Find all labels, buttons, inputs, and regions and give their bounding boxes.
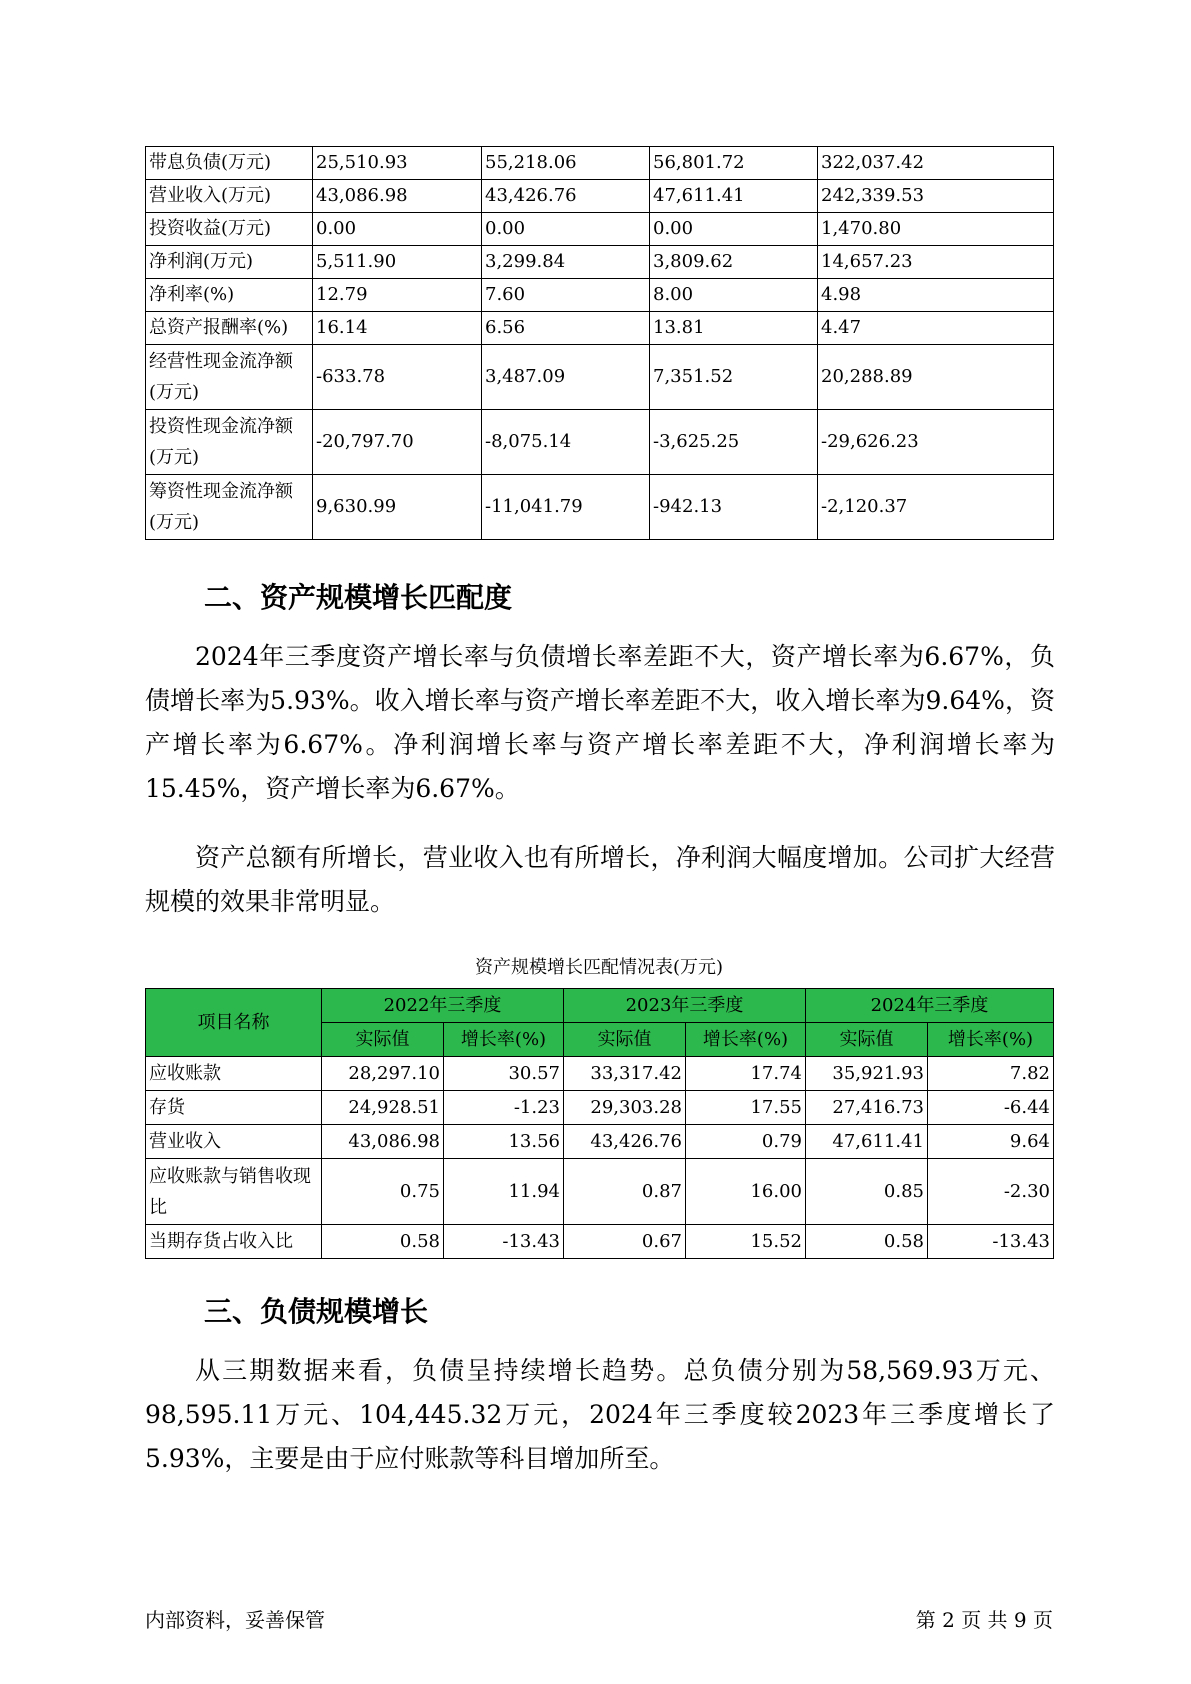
cell-value: 5,511.90 <box>313 246 482 279</box>
cell-value: 20,288.89 <box>818 345 1054 410</box>
cell-value: 15.52 <box>686 1225 806 1259</box>
table-row <box>146 1091 1054 1125</box>
cell-value: 56,801.72 <box>650 147 818 180</box>
table-row <box>146 1159 1054 1225</box>
cell-value: 0.00 <box>482 213 650 246</box>
section-heading: 二、资产规模增长匹配度 <box>204 581 513 614</box>
cell-value: 9,630.99 <box>313 475 482 540</box>
cell-value: 7.60 <box>482 279 650 312</box>
cell-value: 0.75 <box>322 1159 444 1225</box>
cell-value: 55,218.06 <box>482 147 650 180</box>
table-row <box>146 1125 1054 1159</box>
table-caption: 资产规模增长匹配情况表(万元) <box>474 957 724 978</box>
row-label: 净利润(万元) <box>146 246 313 279</box>
table-header-row <box>146 989 1054 1023</box>
cell-value: 7.82 <box>928 1057 1054 1091</box>
cell-value: 3,299.84 <box>482 246 650 279</box>
row-label: 投资收益(万元) <box>146 213 313 246</box>
cell-value: -2.30 <box>928 1159 1054 1225</box>
cell-value: 0.00 <box>313 213 482 246</box>
table-row <box>146 410 1054 475</box>
cell-value: 3,487.09 <box>482 345 650 410</box>
cell-value: 242,339.53 <box>818 180 1054 213</box>
cell-value: 3,809.62 <box>650 246 818 279</box>
table-row <box>146 180 1054 213</box>
cell-value: 0.00 <box>650 213 818 246</box>
cell-value: 24,928.51 <box>322 1091 444 1125</box>
cell-value: 43,086.98 <box>313 180 482 213</box>
cell-value: 17.55 <box>686 1091 806 1125</box>
cell-value: 30.57 <box>444 1057 564 1091</box>
cell-value: 43,086.98 <box>322 1125 444 1159</box>
table-row <box>146 345 1054 410</box>
table-row <box>146 1225 1054 1259</box>
row-label: 经营性现金流净额(万元) <box>146 345 313 410</box>
cell-value: 0.79 <box>686 1125 806 1159</box>
table-row <box>146 1057 1054 1091</box>
cell-value: 27,416.73 <box>806 1091 928 1125</box>
header-period: 2022年三季度 <box>322 989 564 1023</box>
paragraph: 从三期数据来看，负债呈持续增长趋势。总负债分别为58,569.93万元、98,595.11万元、104,445.32万元，2024年三季度较2023年三季度增长了5.93%，主要是由于应付账款等科目增加所至。 <box>145 1356 1055 1473</box>
cell-value: 35,921.93 <box>806 1057 928 1091</box>
header-actual: 实际值 <box>564 1023 686 1057</box>
cell-value: 0.58 <box>806 1225 928 1259</box>
cell-value: -2,120.37 <box>818 475 1054 540</box>
row-label: 总资产报酬率(%) <box>146 312 313 345</box>
cell-value: -8,075.14 <box>482 410 650 475</box>
cell-value: 8.00 <box>650 279 818 312</box>
table-row <box>146 246 1054 279</box>
cell-value: -6.44 <box>928 1091 1054 1125</box>
header-item-name: 项目名称 <box>146 989 322 1057</box>
cell-value: 29,303.28 <box>564 1091 686 1125</box>
row-label: 筹资性现金流净额(万元) <box>146 475 313 540</box>
cell-value: -633.78 <box>313 345 482 410</box>
cell-value: 0.85 <box>806 1159 928 1225</box>
cell-value: 43,426.76 <box>482 180 650 213</box>
section-heading: 三、负债规模增长 <box>204 1295 429 1328</box>
cell-value: 13.56 <box>444 1125 564 1159</box>
row-label: 当期存货占收入比 <box>146 1225 322 1259</box>
cell-value: -942.13 <box>650 475 818 540</box>
header-growth: 增长率(%) <box>444 1023 564 1057</box>
cell-value: -3,625.25 <box>650 410 818 475</box>
cell-value: 0.87 <box>564 1159 686 1225</box>
header-growth: 增长率(%) <box>928 1023 1054 1057</box>
cell-value: -11,041.79 <box>482 475 650 540</box>
header-actual: 实际值 <box>322 1023 444 1057</box>
cell-value: 47,611.41 <box>806 1125 928 1159</box>
cell-value: 0.67 <box>564 1225 686 1259</box>
table-row <box>146 475 1054 540</box>
table-row <box>146 147 1054 180</box>
cell-value: 16.14 <box>313 312 482 345</box>
cell-value: 11.94 <box>444 1159 564 1225</box>
paragraph: 资产总额有所增长，营业收入也有所增长，净利润大幅度增加。公司扩大经营规模的效果非常明显。 <box>145 843 1055 916</box>
table-row <box>146 279 1054 312</box>
cell-value: 43,426.76 <box>564 1125 686 1159</box>
cell-value: 13.81 <box>650 312 818 345</box>
cell-value: 47,611.41 <box>650 180 818 213</box>
asset-growth-table <box>145 988 1054 1259</box>
cell-value: 25,510.93 <box>313 147 482 180</box>
cell-value: -13.43 <box>928 1225 1054 1259</box>
row-label: 净利率(%) <box>146 279 313 312</box>
row-label: 带息负债(万元) <box>146 147 313 180</box>
cell-value: -29,626.23 <box>818 410 1054 475</box>
header-actual: 实际值 <box>806 1023 928 1057</box>
cell-value: 16.00 <box>686 1159 806 1225</box>
financial-summary-table <box>145 146 1054 540</box>
cell-value: 6.56 <box>482 312 650 345</box>
header-period: 2024年三季度 <box>806 989 1054 1023</box>
row-label: 营业收入(万元) <box>146 180 313 213</box>
cell-value: 17.74 <box>686 1057 806 1091</box>
table-row <box>146 213 1054 246</box>
footer-page-number: 第 2 页 共 9 页 <box>915 1608 1053 1632</box>
header-period: 2023年三季度 <box>564 989 806 1023</box>
cell-value: -1.23 <box>444 1091 564 1125</box>
row-label: 应收账款与销售收现比 <box>146 1159 322 1225</box>
cell-value: 0.58 <box>322 1225 444 1259</box>
cell-value: -20,797.70 <box>313 410 482 475</box>
cell-value: 28,297.10 <box>322 1057 444 1091</box>
cell-value: 4.47 <box>818 312 1054 345</box>
paragraph: 2024年三季度资产增长率与负债增长率差距不大，资产增长率为6.67%，负债增长率为5.93%。收入增长率与资产增长率差距不大，收入增长率为9.64%，资产增长率为6.67%。净利润增长率与资产增长率差距不大，净利润增长率为15.45%，资产增长率为6.67%。 <box>145 642 1055 803</box>
table-row <box>146 312 1054 345</box>
cell-value: 7,351.52 <box>650 345 818 410</box>
row-label: 投资性现金流净额(万元) <box>146 410 313 475</box>
cell-value: 33,317.42 <box>564 1057 686 1091</box>
cell-value: -13.43 <box>444 1225 564 1259</box>
row-label: 存货 <box>146 1091 322 1125</box>
cell-value: 12.79 <box>313 279 482 312</box>
cell-value: 4.98 <box>818 279 1054 312</box>
cell-value: 1,470.80 <box>818 213 1054 246</box>
header-growth: 增长率(%) <box>686 1023 806 1057</box>
row-label: 营业收入 <box>146 1125 322 1159</box>
cell-value: 322,037.42 <box>818 147 1054 180</box>
cell-value: 9.64 <box>928 1125 1054 1159</box>
cell-value: 14,657.23 <box>818 246 1054 279</box>
footer-confidential-note: 内部资料，妥善保管 <box>145 1608 325 1632</box>
row-label: 应收账款 <box>146 1057 322 1091</box>
